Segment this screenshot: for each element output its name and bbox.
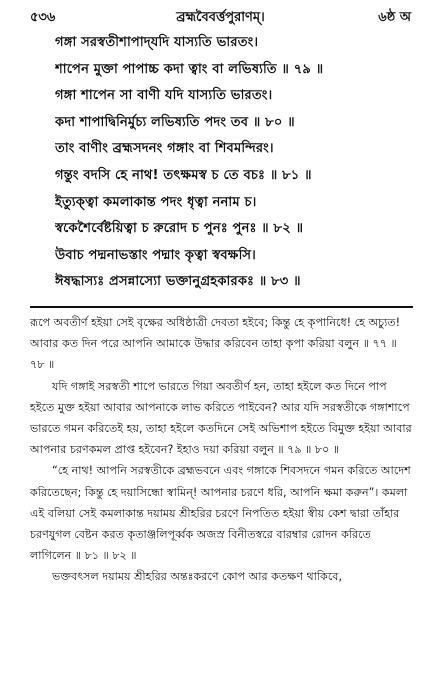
verse-line: গঙ্গা শাপেন সা বাণী যদি যাস্যতি ভারতং।	[55, 88, 273, 104]
translation-paragraph: “হে নাথ! আপনি সরস্বতীকে ব্রহ্মভবনে এবং গঙ্গাকে শিবসদনে গমন করিতে আদেশ করিতেছেন; কিন্তু হে দয়াসিন্ধো স্বামিন্‌! আপনার চরণে ধরি, আপনি ক্ষমা করুন”। কমলা এই বলিয়া সেই কমলাকান্ত দয়াময় শ্রীহরির চরণে নিপতিত হইয়া স্বীয় কেশ দ্বারা তাঁহার চরণযুগল বেষ্টন করত কৃতাঞ্জলিপূর্ব্বক অজস্র বিনীতস্বরে বারম্বার রোদন করিতে লাগিলেন ॥ ৮১ ॥ ৮২ ॥	[30, 464, 411, 563]
chapter-label: ৬ষ্ঠ অ	[378, 10, 411, 25]
verse-line: শাপেন মুক্তা পাপাচ্চ কদা ত্বাং বা লভিষ্যতি ॥ ৭৯ ॥	[55, 61, 324, 77]
sanskrit-verses	[55, 30, 407, 296]
translation-paragraph: যদি গঙ্গাই সরস্বতী শাপে ভারতে গিয়া অবতীর্ণ হন, তাহা হইলে কত দিনে পাপ হইতে মুক্ত হইয়া আবার আপনাকে লাভ করিতে পাইবেন? আর যদি সরস্বতীকে গঙ্গাশাপে ভারতে গমন করিতেই হয়, তাহা হইলে কতদিনে সেই অভিশাপ হইতে বিমুক্ত হইয়া আবার আপনার চরণকমল প্রাপ্ত হইবেন? ইহাও দয়া করিয়া বলুন ॥ ৭৯ ॥ ৮০ ॥	[30, 379, 412, 457]
bengali-translation	[30, 312, 413, 588]
page-number: ৫৩৬	[30, 10, 56, 25]
verse-line: ইত্যুক্ত্বা কমলাকান্ত পদং ধৃত্বা ননাম চ।	[55, 194, 257, 210]
verse-line: কদা শাপাদ্বিনির্মুচ্য লভিষ্যতি পদং তব ॥ ৮০ ॥	[55, 114, 295, 130]
page-header	[30, 6, 411, 28]
verse-line: গন্তুং বদসি হে নাথ! তৎক্ষমস্ব চ তে বচঃ ॥ ৮১ ॥	[55, 167, 312, 183]
verse-line: গঙ্গা সরস্বতীশাপাদ্‌যদি যাস্যতি ভারতং।	[55, 35, 259, 50]
verse-line: ঈষদ্ধাস্যঃ প্রসন্নাস্যো ভক্তানুগ্রহকারকঃ ॥ ৮৩ ॥	[55, 274, 301, 290]
verse-line: তাং বাণীং ব্রহ্মসদনং গঙ্গাং বা শিবমন্দিরং।	[55, 141, 274, 157]
translation-paragraph: রূপে অবতীর্ণ হইয়া সেই বৃক্ষের অধিষ্ঠাত্রী দেবতা হইবে; কিন্তু হে কৃপানিধে! হে অচ্যুত! আবার কত দিন পরে আপনি আমাকে উদ্ধার করিবেন তাহা কৃপা করিয়া বলুন ॥ ৭৭ ॥ ৭৮ ॥	[30, 316, 401, 372]
verse-line: স্বকেশৈর্বেষ্টয়িত্বা চ রুরোদ চ পুনঃ পুনঃ ॥ ৮২ ॥	[55, 221, 304, 237]
verse-line: উবাচ পদ্মনাভস্তাং পদ্মাং কৃত্বা স্ববক্ষসি।	[55, 247, 256, 263]
translation-paragraph: ভক্তবৎসল দয়াময় শ্রীহরির অন্তঃকরণে কোপ আর কতক্ষণ থাকিবে,	[52, 570, 342, 584]
section-divider	[30, 306, 413, 308]
running-title: ব্রহ্মবৈবর্ত্তপুরাণম্।	[176, 10, 265, 25]
